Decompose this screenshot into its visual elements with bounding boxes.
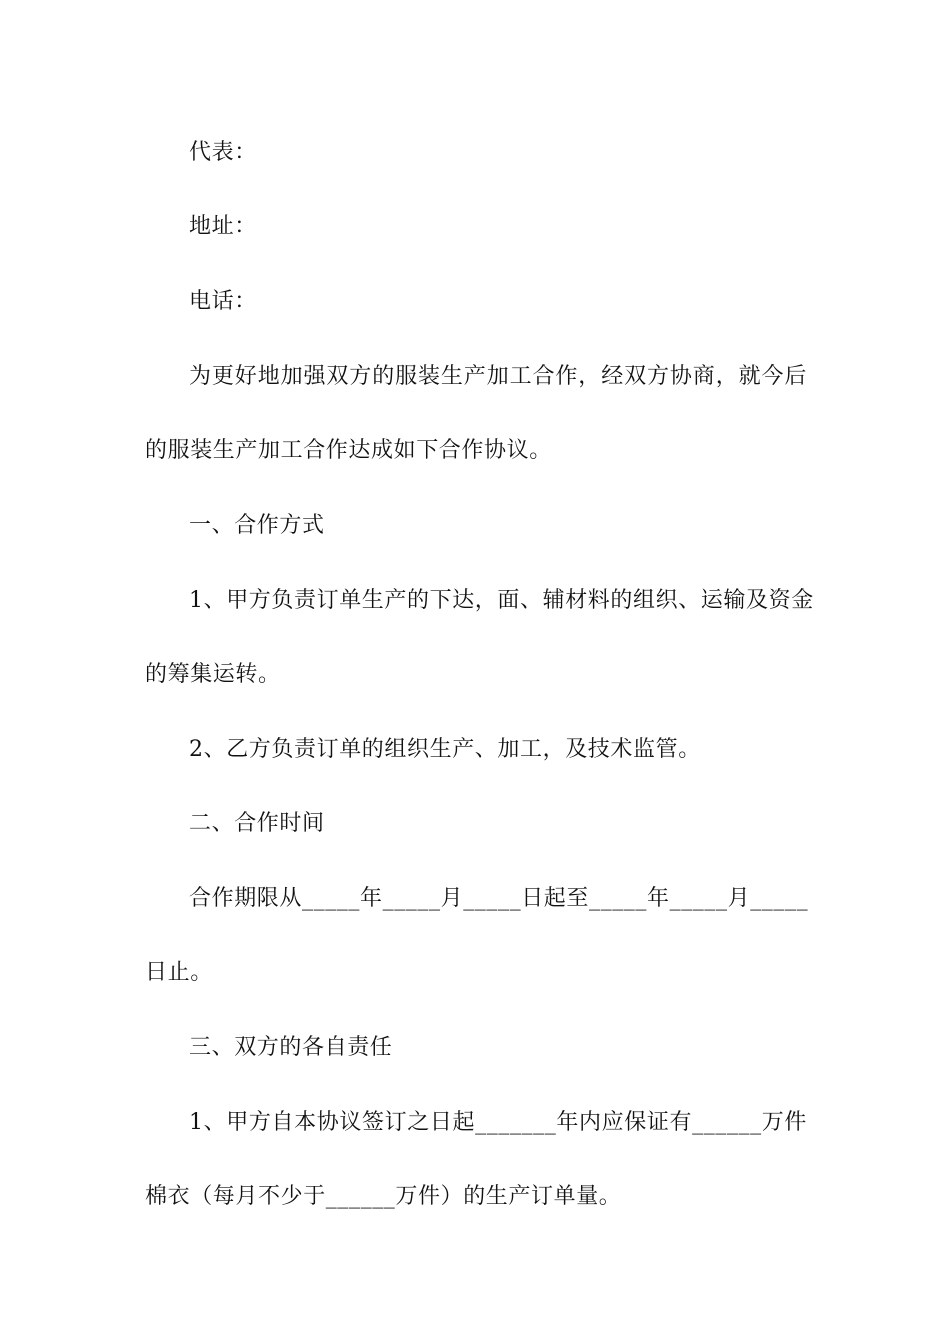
phone-label: 电话： [189, 289, 257, 314]
clause-2: 2、乙方负责订单的组织生产、加工，及技术监管。 [189, 737, 701, 762]
clause-1-line-1: 1、甲方负责订单生产的下达，面、辅材料的组织、运输及资金 [189, 588, 814, 613]
intro-paragraph-line-1: 为更好地加强双方的服装生产加工合作，经双方协商，就今后 [189, 364, 807, 389]
responsibility-1-line-2: 棉衣（每月不少于______万件）的生产订单量。 [145, 1184, 622, 1209]
section-heading-cooperation-mode: 一、合作方式 [189, 513, 325, 538]
representative-label: 代表： [189, 140, 257, 165]
responsibility-1-line-1: 1、甲方自本协议签订之日起_______年内应保证有______万件 [189, 1110, 807, 1135]
section-heading-cooperation-time: 二、合作时间 [189, 811, 325, 836]
section-heading-responsibilities: 三、双方的各自责任 [189, 1035, 393, 1060]
term-period-line-2: 日止。 [145, 960, 213, 985]
term-period-line-1: 合作期限从_____年_____月_____日起至_____年_____月_____ [189, 886, 809, 911]
address-label: 地址： [189, 214, 257, 239]
intro-paragraph-line-2: 的服装生产加工合作达成如下合作协议。 [145, 438, 552, 463]
clause-1-line-2: 的筹集运转。 [145, 662, 281, 687]
